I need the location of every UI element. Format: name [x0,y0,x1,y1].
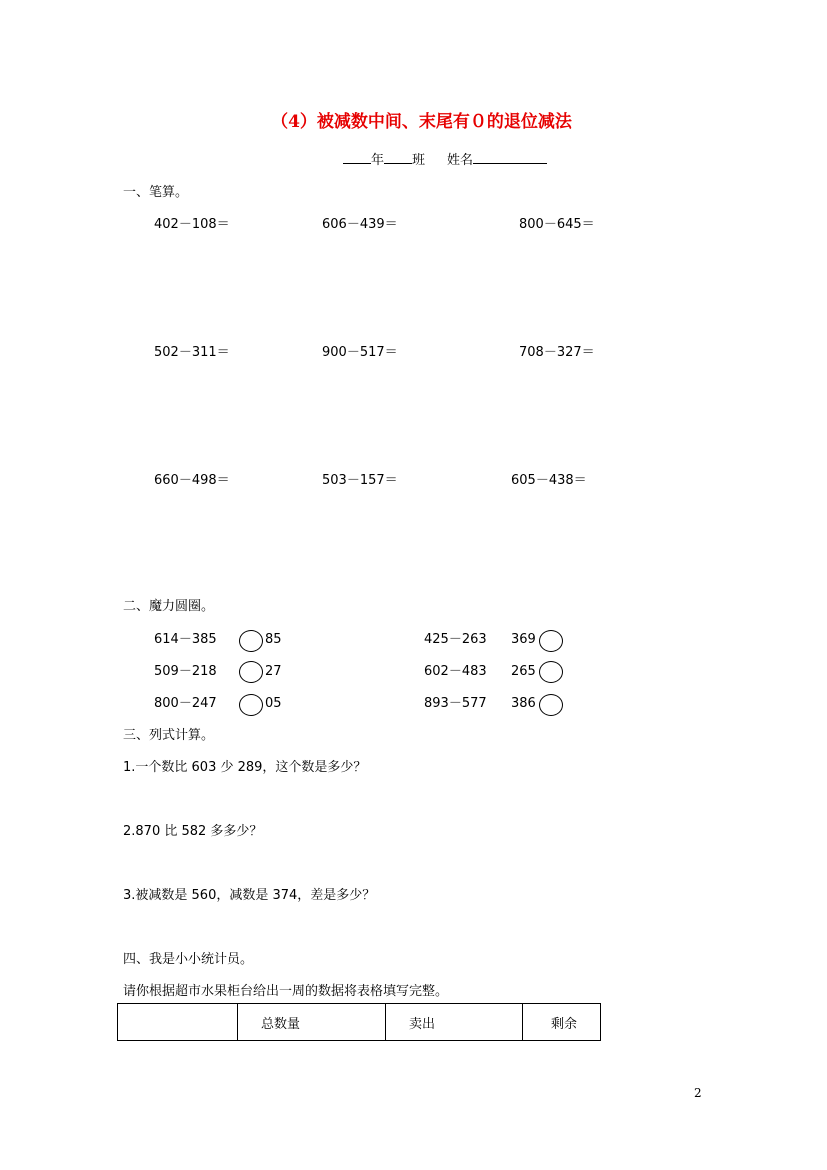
written-calc-item: 900－517＝ [322,345,398,360]
magic-circle-number: 369 [511,632,536,647]
answer-circle[interactable] [239,694,263,716]
table-header-remaining: 剩余 [523,1004,601,1041]
class-blank [384,151,412,164]
page-title [0,114,827,131]
written-calc-item: 502－311＝ [154,345,230,360]
name-label: 姓名 [447,153,474,168]
magic-circle-number: 265 [511,664,536,679]
answer-circle[interactable] [239,661,263,683]
statistics-table [117,1003,601,1041]
written-calc-item: 606－439＝ [322,217,398,232]
magic-circle-expr: 509－218 [154,664,217,679]
section4-instruction: 请你根据超市水果柜台给出一周的数据将表格填写完整。 [123,984,449,999]
table-cell-blank[interactable] [118,1004,238,1041]
magic-circle-expr: 602－483 [424,664,487,679]
class-label: 班 [412,153,426,168]
magic-circle-number: 85 [265,632,282,647]
table-header-total: 总数量 [238,1004,386,1041]
answer-circle[interactable] [539,630,563,652]
magic-circle-expr: 425－263 [424,632,487,647]
page-number: 2 [694,1086,702,1100]
written-calc-item: 503－157＝ [322,473,398,488]
written-calc-item: 660－498＝ [154,473,230,488]
written-calc-item: 402－108＝ [154,217,230,232]
student-info-line [343,151,547,167]
table-header-sold: 卖出 [386,1004,523,1041]
page-title-text: （4）被减数中间、末尾有０的退位减法 [271,112,572,132]
magic-circle-expr: 893－577 [424,696,487,711]
year-blank [343,151,371,164]
written-calc-item: 605－438＝ [511,473,587,488]
section1-heading: 一、笔算。 [123,185,189,200]
magic-circle-number: 27 [265,664,282,679]
section4-heading: 四、我是小小统计员。 [123,952,254,967]
word-problem-1: 1.一个数比 603 少 289，这个数是多少？ [123,760,367,775]
name-blank [473,151,547,164]
written-calc-item: 708－327＝ [519,345,595,360]
section2-heading: 二、魔力圆圈。 [123,599,215,614]
magic-circle-expr: 614－385 [154,632,217,647]
table-row [118,1004,601,1041]
year-label: 年 [371,153,385,168]
magic-circle-expr: 800－247 [154,696,217,711]
answer-circle[interactable] [539,694,563,716]
word-problem-2: 2.870 比 582 多多少？ [123,824,263,839]
magic-circle-number: 386 [511,696,536,711]
answer-circle[interactable] [239,630,263,652]
written-calc-item: 800－645＝ [519,217,595,232]
answer-circle[interactable] [539,661,563,683]
word-problem-3: 3.被减数是 560，减数是 374，差是多少？ [123,888,376,903]
magic-circle-number: 05 [265,696,282,711]
section3-heading: 三、列式计算。 [123,728,215,743]
